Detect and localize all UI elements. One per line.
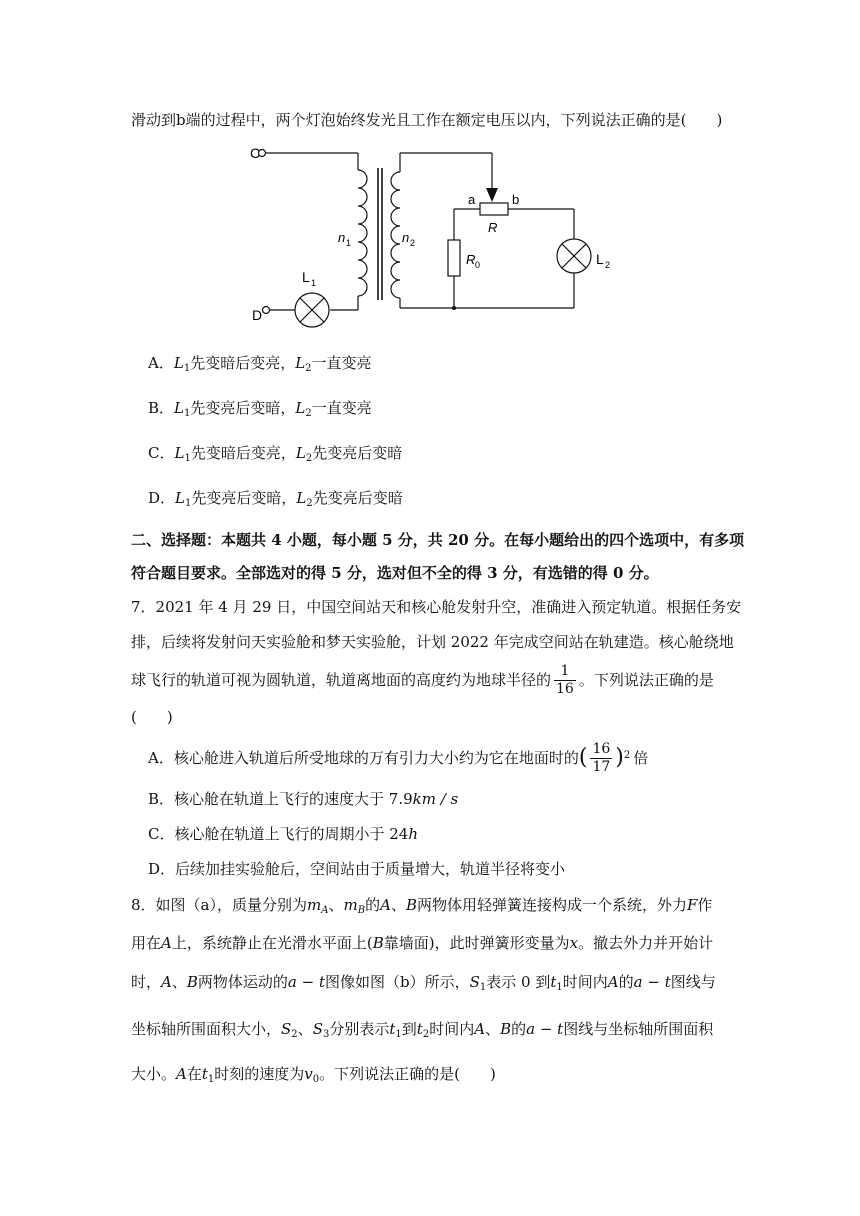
resistor-r0-icon <box>448 240 460 276</box>
label-n2-sub: 2 <box>410 238 416 248</box>
q6-option-a: A．$L_1$先变暗后变亮，$L_2$一直变亮 <box>148 354 372 374</box>
label-r0-sub: 0 <box>475 260 481 270</box>
label-a: a <box>468 192 476 207</box>
label-l1-sub: 1 <box>311 278 317 288</box>
q8-stem-line5: 大小。A在$t_1$时刻的速度为$v_0$。下列说法正确的是( ) <box>131 1065 496 1085</box>
q7-option-d: D．后续加挂实验舱后，空间站由于质量增大，轨道半径将变小 <box>148 860 566 878</box>
q8-stem-line4: 坐标轴所围面积大小，$S_2$、$S_3$分别表示$t_1$到$t_2$时间内A、B的a − t图线与坐标轴所围面积 <box>131 1020 714 1040</box>
q6-stem-tail: 滑动到b端的过程中，两个灯泡始终发光且工作在额定电压以内，下列说法正确的是( ) <box>131 111 723 129</box>
secondary-coil-icon <box>391 172 400 298</box>
q7-option-b: B．核心舱在轨道上飞行的速度大于 7.9km / s <box>148 790 459 808</box>
label-c: C <box>250 145 261 161</box>
section2-heading-line1: 二、选择题：本题共 4 小题，每小题 5 分，共 20 分。在每小题给出的四个选项中，有多项 <box>131 531 745 549</box>
q8-stem-line2: 用在A上，系统静止在光滑水平面上(B靠墙面)，此时弹簧形变量为x。撤去外力并开始计 <box>131 934 714 952</box>
terminal-d-icon <box>263 307 270 314</box>
q7-stem-line2: 排，后续将发射问天实验舱和梦天实验舱，计划 2022 年完成空间站在轨建造。核心舱绕地 <box>131 633 734 651</box>
transformer-circuit-diagram <box>240 140 620 340</box>
label-l2: L <box>596 251 604 267</box>
rheostat-r-icon <box>480 203 508 215</box>
q6-option-b: B．$L_1$先变亮后变暗，$L_2$一直变亮 <box>148 399 372 419</box>
q8-stem-line1: 8．如图（a），质量分别为$m_A$、$m_B$的A、B两物体用轻弹簧连接构成一个系统，外力F作 <box>131 896 713 916</box>
q6-option-c: C．$L_1$先变暗后变亮，$L_2$先变亮后变暗 <box>148 444 403 464</box>
label-n2: n <box>402 230 410 245</box>
label-l1: L <box>302 269 310 285</box>
q7-option-c: C．核心舱在轨道上飞行的周期小于 24h <box>148 825 419 843</box>
slider-arrow-icon <box>486 188 498 202</box>
label-n1-sub: 1 <box>346 238 352 248</box>
label-b: b <box>512 192 520 207</box>
q7-answer-blank: ( ) <box>131 708 173 726</box>
q7-stem-line3: 球飞行的轨道可视为圆轨道，轨道离地面的高度约为地球半径的 $\frac{1}{16}$ 。下列说法正确的是 <box>131 662 714 697</box>
label-r: R <box>488 220 498 235</box>
q6-option-d: D．$L_1$先变亮后变暗，$L_2$先变亮后变暗 <box>148 489 403 509</box>
label-r0: R <box>466 252 476 267</box>
q7-fraction: $\frac{1}{16}$ <box>556 662 574 697</box>
label-l2-sub: 2 <box>605 260 611 270</box>
label-n1: n <box>338 230 346 245</box>
q7-option-a: A．核心舱进入轨道后所受地球的万有引力大小约为它在地面时的 ( $\frac{16}{17}$ ) 2 倍 <box>148 740 649 775</box>
section2-heading-line2: 符合题目要求。全部选对的得 5 分，选对但不全的得 3 分，有选错的得 0 分。 <box>131 564 659 582</box>
primary-coil-icon <box>358 170 367 296</box>
q7-stem-line1: 7．2021 年 4 月 29 日，中国空间站天和核心舱发射升空，准确进入预定轨道。根据任务安 <box>131 598 742 616</box>
label-d: D <box>252 307 263 323</box>
q8-stem-line3: 时，A、B两物体运动的a − t图像如图（b）所示，$S_1$表示 0 到$t_1$时间内A的a − t图线与 <box>131 973 716 993</box>
